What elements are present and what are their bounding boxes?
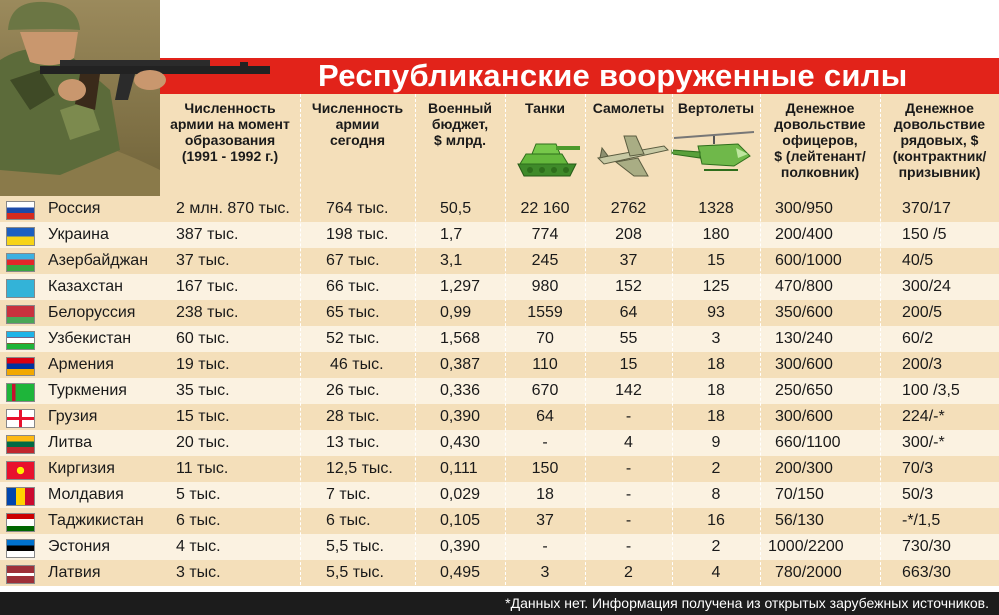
- kazakhstan-flag: [6, 279, 35, 298]
- table-row: [0, 560, 999, 586]
- cell-tanks: 3: [540, 564, 550, 581]
- cell-budget: 0,430: [440, 434, 481, 451]
- cell-army-initial: 387 тыс.: [176, 226, 239, 243]
- cell-helicopters: 9: [711, 434, 721, 451]
- cell-planes: 2: [624, 564, 633, 581]
- cell-helicopters: 18: [707, 356, 725, 373]
- cell-tanks: -: [542, 434, 548, 451]
- cell-officer-pay: 300/950: [775, 200, 833, 217]
- cell-army-now: 65 тыс.: [326, 304, 380, 321]
- cell-tanks: 37: [536, 512, 554, 529]
- cell-soldier-pay: 200/3: [902, 356, 943, 373]
- cell-planes: -: [625, 512, 632, 529]
- cell-planes: -: [625, 486, 632, 503]
- tank-icon: [512, 132, 582, 182]
- armenia-flag: [6, 357, 35, 376]
- col-header-line: (контрактник/: [892, 148, 987, 164]
- cell-budget: 3,1: [440, 252, 463, 269]
- cell-tanks: -: [542, 538, 548, 555]
- cell-helicopters: 1328: [698, 200, 734, 217]
- cell-army-initial: 3 тыс.: [176, 564, 221, 581]
- column-divider: [880, 94, 881, 590]
- cell-officer-pay: 1000/2200: [768, 538, 844, 555]
- country-name: Казахстан: [48, 278, 123, 295]
- col-header-line: рядовых, $: [900, 132, 979, 148]
- col-header-army-initial: [160, 100, 300, 164]
- cell-budget: 0,390: [440, 538, 481, 555]
- ukraine-flag: [6, 227, 35, 246]
- table-row: [0, 300, 999, 326]
- col-header-line: довольствие: [893, 116, 986, 132]
- col-header-line: довольствие: [774, 116, 866, 132]
- cell-officer-pay: 56/130: [775, 512, 824, 529]
- cell-helicopters: 2: [711, 538, 721, 555]
- cell-army-initial: 2 млн. 870 тыс.: [176, 200, 290, 217]
- column-divider: [672, 94, 673, 590]
- cell-planes: 55: [619, 330, 638, 347]
- cell-officer-pay: 250/650: [775, 382, 833, 399]
- col-header-helicopters: [672, 100, 760, 116]
- country-name: Литва: [48, 434, 92, 451]
- cell-budget: 0,105: [440, 512, 481, 529]
- col-header-line: офицеров,: [782, 132, 858, 148]
- table-row: [0, 482, 999, 508]
- cell-officer-pay: 300/600: [775, 356, 833, 373]
- cell-budget: 1,568: [440, 330, 481, 347]
- cell-army-initial: 37 тыс.: [176, 252, 230, 269]
- cell-budget: 0,390: [440, 408, 481, 425]
- cell-soldier-pay: 370/17: [902, 200, 951, 217]
- country-name: Россия: [48, 200, 101, 217]
- col-header-line: образования: [184, 132, 276, 148]
- country-name: Белоруссия: [48, 304, 136, 321]
- cell-budget: 0,99: [440, 304, 472, 321]
- table-row: [0, 534, 999, 560]
- cell-army-initial: 238 тыс.: [176, 304, 239, 321]
- cell-officer-pay: 200/400: [775, 226, 833, 243]
- cell-soldier-pay: 50/3: [902, 486, 934, 503]
- col-header-soldier-pay: [880, 100, 999, 180]
- moldova-flag: [6, 487, 35, 506]
- cell-budget: 0,495: [440, 564, 481, 581]
- page-title: Республиканские вооруженные силы: [318, 58, 908, 93]
- cell-helicopters: 8: [711, 486, 721, 503]
- cell-tanks: 64: [536, 408, 554, 425]
- cell-army-initial: 4 тыс.: [176, 538, 221, 555]
- cell-tanks: 670: [531, 382, 559, 399]
- cell-army-initial: 11 тыс.: [176, 460, 229, 477]
- cell-helicopters: 18: [707, 382, 725, 399]
- cell-budget: 0,336: [440, 382, 481, 399]
- col-header-officer-pay: [760, 100, 880, 180]
- cell-helicopters: 180: [702, 226, 730, 243]
- cell-officer-pay: 780/2000: [775, 564, 842, 581]
- cell-officer-pay: 200/300: [775, 460, 833, 477]
- cell-budget: 0,029: [440, 486, 481, 503]
- col-header-line: $ млрд.: [434, 132, 486, 148]
- table-row: [0, 456, 999, 482]
- cell-planes: -: [625, 538, 632, 555]
- cell-helicopters: 125: [702, 278, 730, 295]
- cell-soldier-pay: -*/1,5: [902, 512, 941, 529]
- cell-planes: 208: [615, 226, 642, 243]
- col-header-line: Численность: [184, 100, 276, 116]
- uzbekistan-flag: [6, 331, 35, 350]
- footnote: *Данных нет. Информация получена из открытых зарубежных источников.: [505, 595, 989, 611]
- cell-officer-pay: 350/600: [775, 304, 833, 321]
- country-name: Молдавия: [48, 486, 124, 503]
- cell-tanks: 18: [536, 486, 554, 503]
- table-row: [0, 326, 999, 352]
- country-name: Украина: [48, 226, 109, 243]
- cell-army-initial: 5 тыс.: [176, 486, 221, 503]
- cell-army-now: 28 тыс.: [326, 408, 380, 425]
- cell-soldier-pay: 70/3: [902, 460, 934, 477]
- cell-budget: 50,5: [440, 200, 472, 217]
- table-row: [0, 196, 999, 222]
- table-row: [0, 430, 999, 456]
- col-header-tanks: [505, 100, 585, 116]
- cell-soldier-pay: 224/-*: [902, 408, 945, 425]
- cell-tanks: 245: [531, 252, 559, 269]
- cell-soldier-pay: 100 /3,5: [902, 382, 960, 399]
- cell-officer-pay: 70/150: [775, 486, 824, 503]
- cell-soldier-pay: 200/5: [902, 304, 943, 321]
- col-header-planes: [585, 100, 672, 116]
- cell-soldier-pay: 40/5: [902, 252, 934, 269]
- cell-soldier-pay: 60/2: [902, 330, 934, 347]
- cell-soldier-pay: 730/30: [902, 538, 951, 555]
- table-row: [0, 508, 999, 534]
- cell-officer-pay: 300/600: [775, 408, 833, 425]
- turkmenistan-flag: [6, 383, 35, 402]
- table-row: [0, 378, 999, 404]
- column-divider: [585, 94, 586, 590]
- table-row: [0, 274, 999, 300]
- azerbaijan-flag: [6, 253, 35, 272]
- cell-army-now: 13 тыс.: [326, 434, 380, 451]
- cell-officer-pay: 660/1100: [775, 434, 841, 451]
- country-name: Киргизия: [48, 460, 115, 477]
- latvia-flag: [6, 565, 35, 584]
- cell-planes: -: [625, 460, 632, 477]
- cell-planes: 142: [615, 382, 642, 399]
- cell-planes: 4: [624, 434, 633, 451]
- cell-army-initial: 167 тыс.: [176, 278, 239, 295]
- cell-helicopters: 3: [711, 330, 721, 347]
- cell-tanks: 980: [531, 278, 559, 295]
- cell-tanks: 150: [531, 460, 559, 477]
- table-row: [0, 222, 999, 248]
- col-header-line: бюджет,: [431, 116, 489, 132]
- cell-army-initial: 19 тыс.: [176, 356, 230, 373]
- tajikistan-flag: [6, 513, 35, 532]
- cell-army-now: 52 тыс.: [326, 330, 380, 347]
- cell-army-now: 198 тыс.: [326, 226, 389, 243]
- cell-army-now: 5,5 тыс.: [326, 564, 384, 581]
- russia-flag: [6, 201, 35, 220]
- cell-planes: -: [625, 408, 632, 425]
- cell-budget: 0,111: [440, 460, 478, 477]
- cell-tanks: 70: [536, 330, 554, 347]
- cell-army-now: 12,5 тыс.: [326, 460, 393, 477]
- cell-tanks: 22 160: [520, 200, 570, 217]
- col-header-line: Денежное: [905, 100, 974, 116]
- col-header-line: полковник): [780, 164, 860, 180]
- cell-officer-pay: 130/240: [775, 330, 833, 347]
- col-header-line: армии: [335, 116, 380, 132]
- cell-army-now: 66 тыс.: [326, 278, 380, 295]
- cell-army-now: 6 тыс.: [326, 512, 371, 529]
- lithuania-flag: [6, 435, 35, 454]
- cell-planes: 2762: [610, 200, 647, 217]
- cell-helicopters: 2: [711, 460, 721, 477]
- country-name: Таджикистан: [48, 512, 144, 529]
- cell-officer-pay: 600/1000: [775, 252, 842, 269]
- cell-budget: 1,297: [440, 278, 481, 295]
- cell-planes: 152: [615, 278, 642, 295]
- plane-icon: [594, 128, 670, 180]
- cell-army-now: 67 тыс.: [326, 252, 380, 269]
- cell-planes: 37: [619, 252, 638, 269]
- col-header-budget: [415, 100, 505, 148]
- table-row: [0, 248, 999, 274]
- helicopter-icon: [668, 124, 760, 182]
- estonia-flag: [6, 539, 35, 558]
- col-header-line: $ (лейтенант/: [774, 148, 866, 164]
- cell-army-now: 46 тыс.: [330, 356, 384, 373]
- cell-army-initial: 15 тыс.: [176, 408, 230, 425]
- cell-tanks: 1559: [527, 304, 563, 321]
- col-header-army-now: [300, 100, 415, 148]
- country-name: Грузия: [48, 408, 98, 425]
- country-name: Узбекистан: [48, 330, 132, 347]
- cell-army-now: 764 тыс.: [326, 200, 389, 217]
- cell-planes: 15: [619, 356, 638, 373]
- cell-soldier-pay: 300/-*: [902, 434, 945, 451]
- cell-budget: 1,7: [440, 226, 463, 243]
- col-header-line: Денежное: [785, 100, 855, 116]
- cell-tanks: 774: [531, 226, 559, 243]
- country-name: Латвия: [48, 564, 101, 581]
- cell-officer-pay: 470/800: [775, 278, 833, 295]
- cell-army-now: 5,5 тыс.: [326, 538, 384, 555]
- country-name: Эстония: [48, 538, 110, 555]
- table-row: [0, 352, 999, 378]
- col-header-line: армии на момент: [170, 116, 290, 132]
- col-header-line: сегодня: [329, 132, 386, 148]
- country-name: Туркмения: [48, 382, 127, 399]
- cell-tanks: 110: [532, 356, 558, 373]
- col-header-line: Самолеты: [592, 100, 665, 116]
- country-name: Азербайджан: [48, 252, 149, 269]
- col-header-line: Вертолеты: [677, 100, 755, 116]
- column-divider: [300, 94, 301, 590]
- cell-helicopters: 15: [707, 252, 725, 269]
- country-name: Армения: [48, 356, 114, 373]
- col-header-line: призывник): [898, 164, 981, 180]
- col-header-line: (1991 - 1992 г.): [181, 148, 279, 164]
- cell-army-initial: 6 тыс.: [176, 512, 221, 529]
- cell-army-initial: 20 тыс.: [176, 434, 230, 451]
- cell-planes: 64: [619, 304, 638, 321]
- cell-soldier-pay: 300/24: [902, 278, 951, 295]
- cell-helicopters: 18: [707, 408, 725, 425]
- kyrgyzstan-flag: [6, 461, 35, 480]
- cell-army-now: 26 тыс.: [326, 382, 380, 399]
- table-row: [0, 404, 999, 430]
- cell-helicopters: 93: [707, 304, 725, 321]
- cell-helicopters: 16: [707, 512, 725, 529]
- cell-helicopters: 4: [711, 564, 721, 581]
- col-header-line: Танки: [524, 100, 566, 116]
- column-divider: [760, 94, 761, 590]
- georgia-flag: [6, 409, 35, 428]
- cell-army-initial: 60 тыс.: [176, 330, 230, 347]
- col-header-line: Военный: [428, 100, 492, 116]
- cell-army-initial: 35 тыс.: [176, 382, 230, 399]
- column-divider: [415, 94, 416, 590]
- belarus-flag: [6, 305, 35, 324]
- cell-soldier-pay: 150 /5: [902, 226, 947, 243]
- cell-army-now: 7 тыс.: [326, 486, 371, 503]
- cell-soldier-pay: 663/30: [902, 564, 951, 581]
- cell-budget: 0,387: [440, 356, 481, 373]
- column-divider: [505, 94, 506, 590]
- col-header-line: Численность: [311, 100, 404, 116]
